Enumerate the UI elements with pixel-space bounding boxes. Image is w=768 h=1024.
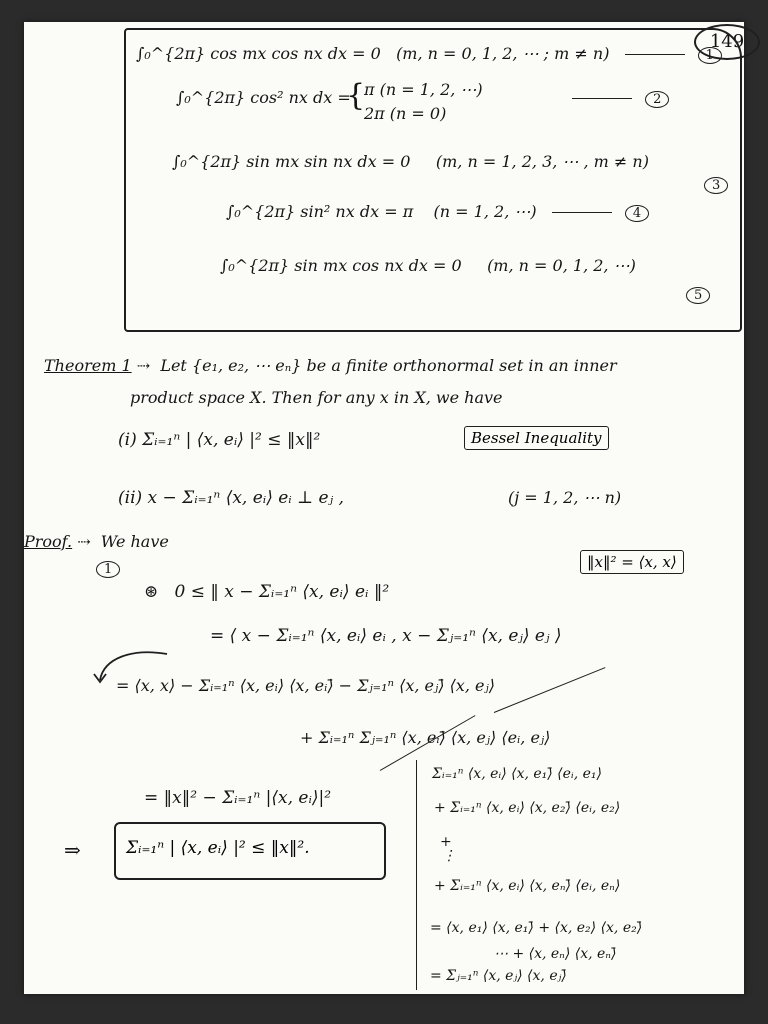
proof-step-3: = ⟨x, x⟩ − Σᵢ₌₁ⁿ ⟨x, eᵢ⟩ ⟨x, eᵢ⟩̄ − Σⱼ₌₁ⁿ ⟨x, eⱼ⟩̄ ⟨x, eⱼ⟩ <box>116 676 495 695</box>
bessel-inequality-label: Bessel Inequality <box>464 426 609 450</box>
side-line-4: ⋮ <box>442 848 456 864</box>
side-line-5: + Σᵢ₌₁ⁿ ⟨x, eᵢ⟩ ⟨x, eₙ⟩̄ ⟨eᵢ, eₙ⟩ <box>434 878 621 894</box>
equation-tag-5: 5 <box>686 287 710 304</box>
formula-3-lhs: ∫₀^{2π} sin mx sin nx dx = 0 <box>172 152 411 171</box>
proof-step-4: + Σᵢ₌₁ⁿ Σⱼ₌₁ⁿ ⟨x, eᵢ⟩̄ ⟨x, eⱼ⟩ ⟨eᵢ, eⱼ⟩ <box>300 728 551 747</box>
theorem-part-2-condition: (j = 1, 2, ⋯ n) <box>508 488 622 507</box>
theorem-text-2: product space X. Then for any x in X, we have <box>130 388 503 407</box>
orthogonality-formulas-box <box>124 28 742 332</box>
proof-step-5: = ‖x‖² − Σᵢ₌₁ⁿ |⟨x, eᵢ⟩|² <box>144 788 332 808</box>
implies-arrow-icon: ⇒ <box>64 838 81 862</box>
cases-brace: { <box>346 78 366 113</box>
page-number: 149 <box>694 24 760 60</box>
equation-tag-2: 2 <box>645 91 669 108</box>
formula-3-tag <box>696 174 728 194</box>
formula-3-condition: (m, n = 1, 2, 3, ⋯ , m ≠ n) <box>435 152 649 171</box>
formula-1-condition: (m, n = 0, 1, 2, ⋯ ; m ≠ n) <box>396 44 610 63</box>
equation-tag-4: 4 <box>625 205 649 222</box>
formula-2-case-2: 2π (n = 0) <box>364 104 447 123</box>
formula-1-lhs: ∫₀^{2π} cos mx cos nx dx = 0 <box>136 44 381 63</box>
strike-through-1 <box>494 667 606 713</box>
theorem-part-2: (ii) x − Σᵢ₌₁ⁿ ⟨x, eᵢ⟩ eᵢ ⊥ eⱼ , <box>118 488 344 508</box>
bessel-result-box <box>114 822 386 880</box>
proof-step-2: = ⟨ x − Σᵢ₌₁ⁿ ⟨x, eᵢ⟩ eᵢ , x − Σⱼ₌₁ⁿ ⟨x, eⱼ⟩ eⱼ ⟩ <box>210 626 562 646</box>
formula-2-case-1: π (n = 1, 2, ⋯) <box>364 80 483 99</box>
formula-1 <box>136 44 722 64</box>
proof-part-marker <box>88 558 120 578</box>
formula-4 <box>226 202 649 222</box>
theorem-part-1: (i) Σᵢ₌₁ⁿ | ⟨x, eᵢ⟩ |² ≤ ‖x‖² <box>118 430 321 450</box>
part-1-circle-icon: 1 <box>96 561 120 578</box>
notebook-page <box>24 22 744 994</box>
formula-5 <box>220 256 636 275</box>
formula-2-tag <box>562 88 669 108</box>
leader-line <box>572 98 632 99</box>
proof-step-1 <box>144 582 389 602</box>
theorem-text-1: Let {e₁, e₂, ⋯ eₙ} be a finite orthonormal set in an inner <box>160 356 617 375</box>
formula-5-tag <box>678 284 710 304</box>
arrow-icon: ⇢ <box>77 532 91 551</box>
side-work-divider <box>416 760 417 990</box>
formula-4-condition: (n = 1, 2, ⋯) <box>433 202 537 221</box>
equation-tag-1: 1 <box>698 47 722 64</box>
formula-2-lhs: ∫₀^{2π} cos² nx dx = <box>176 88 351 107</box>
formula-3 <box>172 152 649 171</box>
theorem-statement-line-1 <box>44 356 617 375</box>
theorem-label: Theorem 1 <box>44 356 132 375</box>
norm-definition-box: ‖x‖² = ⟨x, x⟩ <box>580 550 684 574</box>
proof-we-have: We have <box>100 532 169 551</box>
side-line-2: + Σᵢ₌₁ⁿ ⟨x, eᵢ⟩ ⟨x, e₂⟩̄ ⟨eᵢ, e₂⟩ <box>434 800 621 816</box>
proof-header <box>24 532 169 551</box>
side-line-3: + <box>440 834 452 850</box>
side-line-8: = Σⱼ₌₁ⁿ ⟨x, eⱼ⟩ ⟨x, eⱼ⟩̄ <box>430 968 567 984</box>
side-line-7: ⋯ + ⟨x, eₙ⟩ ⟨x, eₙ⟩̄ <box>494 946 617 962</box>
side-line-6: = ⟨x, e₁⟩ ⟨x, e₁⟩̄ + ⟨x, e₂⟩ ⟨x, e₂⟩̄ <box>430 920 643 936</box>
arrow-icon: ⇢ <box>136 356 151 375</box>
circled-star-icon: ⊛ <box>144 582 159 602</box>
equation-tag-3: 3 <box>704 177 728 194</box>
proof-step-1-text: 0 ≤ ‖ x − Σᵢ₌₁ⁿ ⟨x, eᵢ⟩ eᵢ ‖² <box>174 582 390 602</box>
formula-5-condition: (m, n = 0, 1, 2, ⋯) <box>487 256 636 275</box>
leader-line <box>552 212 612 213</box>
formula-5-lhs: ∫₀^{2π} sin mx cos nx dx = 0 <box>220 256 462 275</box>
bessel-result: Σᵢ₌₁ⁿ | ⟨x, eᵢ⟩ |² ≤ ‖x‖². <box>126 838 310 858</box>
leader-line <box>625 54 685 55</box>
proof-label: Proof. <box>24 532 73 551</box>
formula-4-lhs: ∫₀^{2π} sin² nx dx = π <box>226 202 414 221</box>
side-line-1: Σᵢ₌₁ⁿ ⟨x, eᵢ⟩ ⟨x, e₁⟩̄ ⟨eᵢ, e₁⟩ <box>432 766 603 782</box>
formula-2 <box>176 88 351 107</box>
